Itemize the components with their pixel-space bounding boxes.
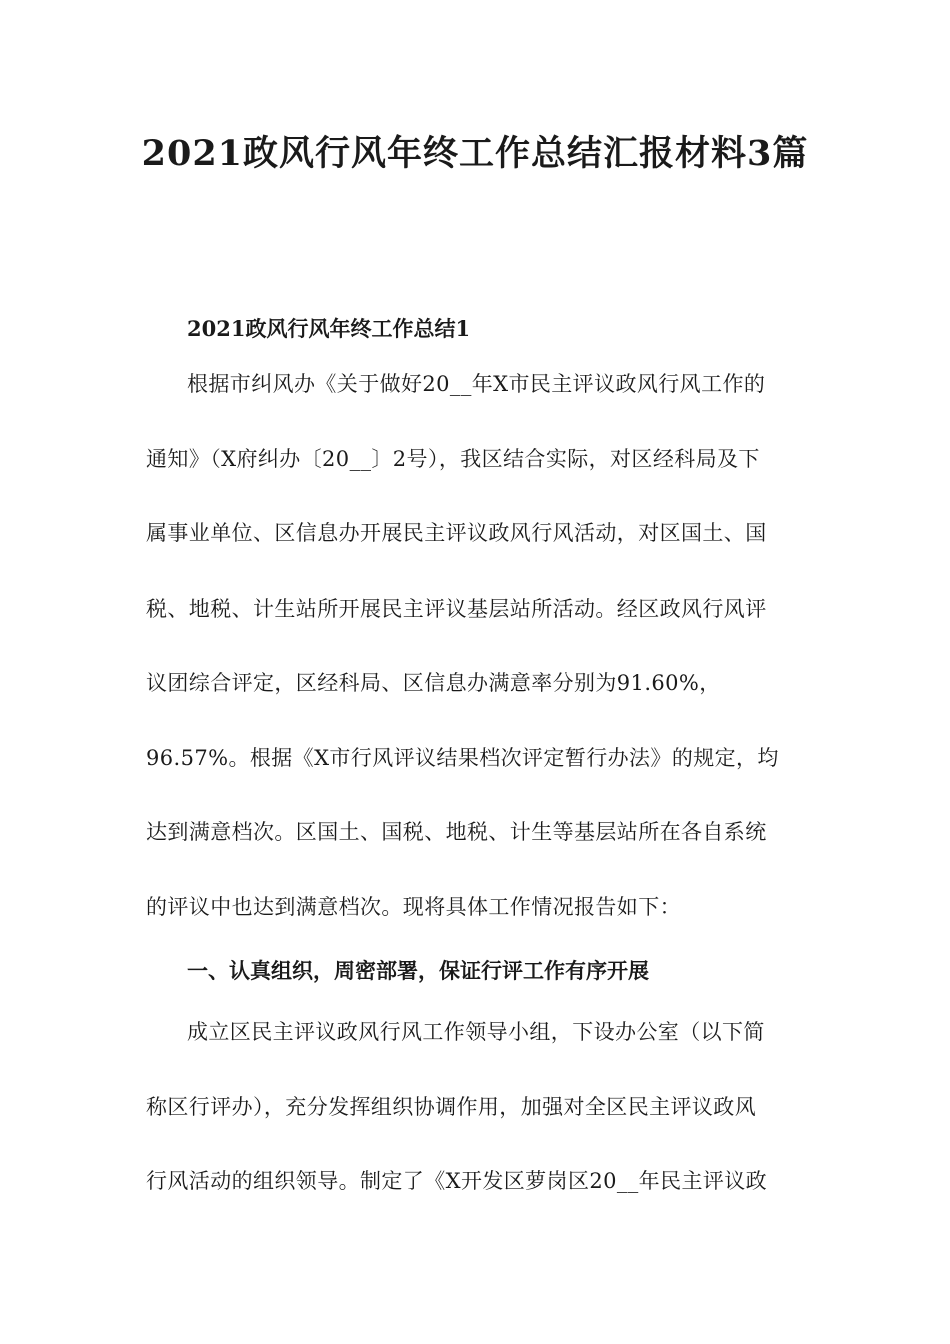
paragraph-line: 达到满意档次。区国土、国税、地税、计生等基层站所在各自系统 <box>146 820 767 844</box>
paragraph-line: 的评议中也达到满意档次。现将具体工作情况报告如下： <box>146 895 681 919</box>
paragraph-line: 税、地税、计生站所开展民主评议基层站所活动。经区政风行风评 <box>146 597 767 621</box>
paragraph-line: 成立区民主评议政风行风工作领导小组，下设办公室（以下简 <box>187 1020 765 1044</box>
point-heading: 一、认真组织，周密部署，保证行评工作有序开展 <box>187 958 649 983</box>
paragraph-line: 属事业单位、区信息办开展民主评议政风行风活动，对区国土、国 <box>146 521 767 545</box>
paragraph-line: 称区行评办），充分发挥组织协调作用，加强对全区民主评议政风 <box>146 1095 757 1119</box>
paragraph-line: 议团综合评定，区经科局、区信息办满意率分别为91.60%， <box>146 671 721 695</box>
paragraph-line: 通知》（X府纠办〔20__〕2号），我区结合实际，对区经科局及下 <box>146 447 760 471</box>
paragraph-line: 根据市纠风办《关于做好20__年X市民主评议政风行风工作的 <box>187 372 766 396</box>
section-heading: 2021政风行风年终工作总结1 <box>187 316 471 341</box>
paragraph-line: 96.57%。根据《X市行风评议结果档次评定暂行办法》的规定，均 <box>146 746 779 770</box>
paragraph-line: 行风活动的组织领导。制定了《X开发区萝岗区20__年民主评议政 <box>146 1169 768 1193</box>
document-title: 2021政风行风年终工作总结汇报材料3篇 <box>141 133 809 174</box>
